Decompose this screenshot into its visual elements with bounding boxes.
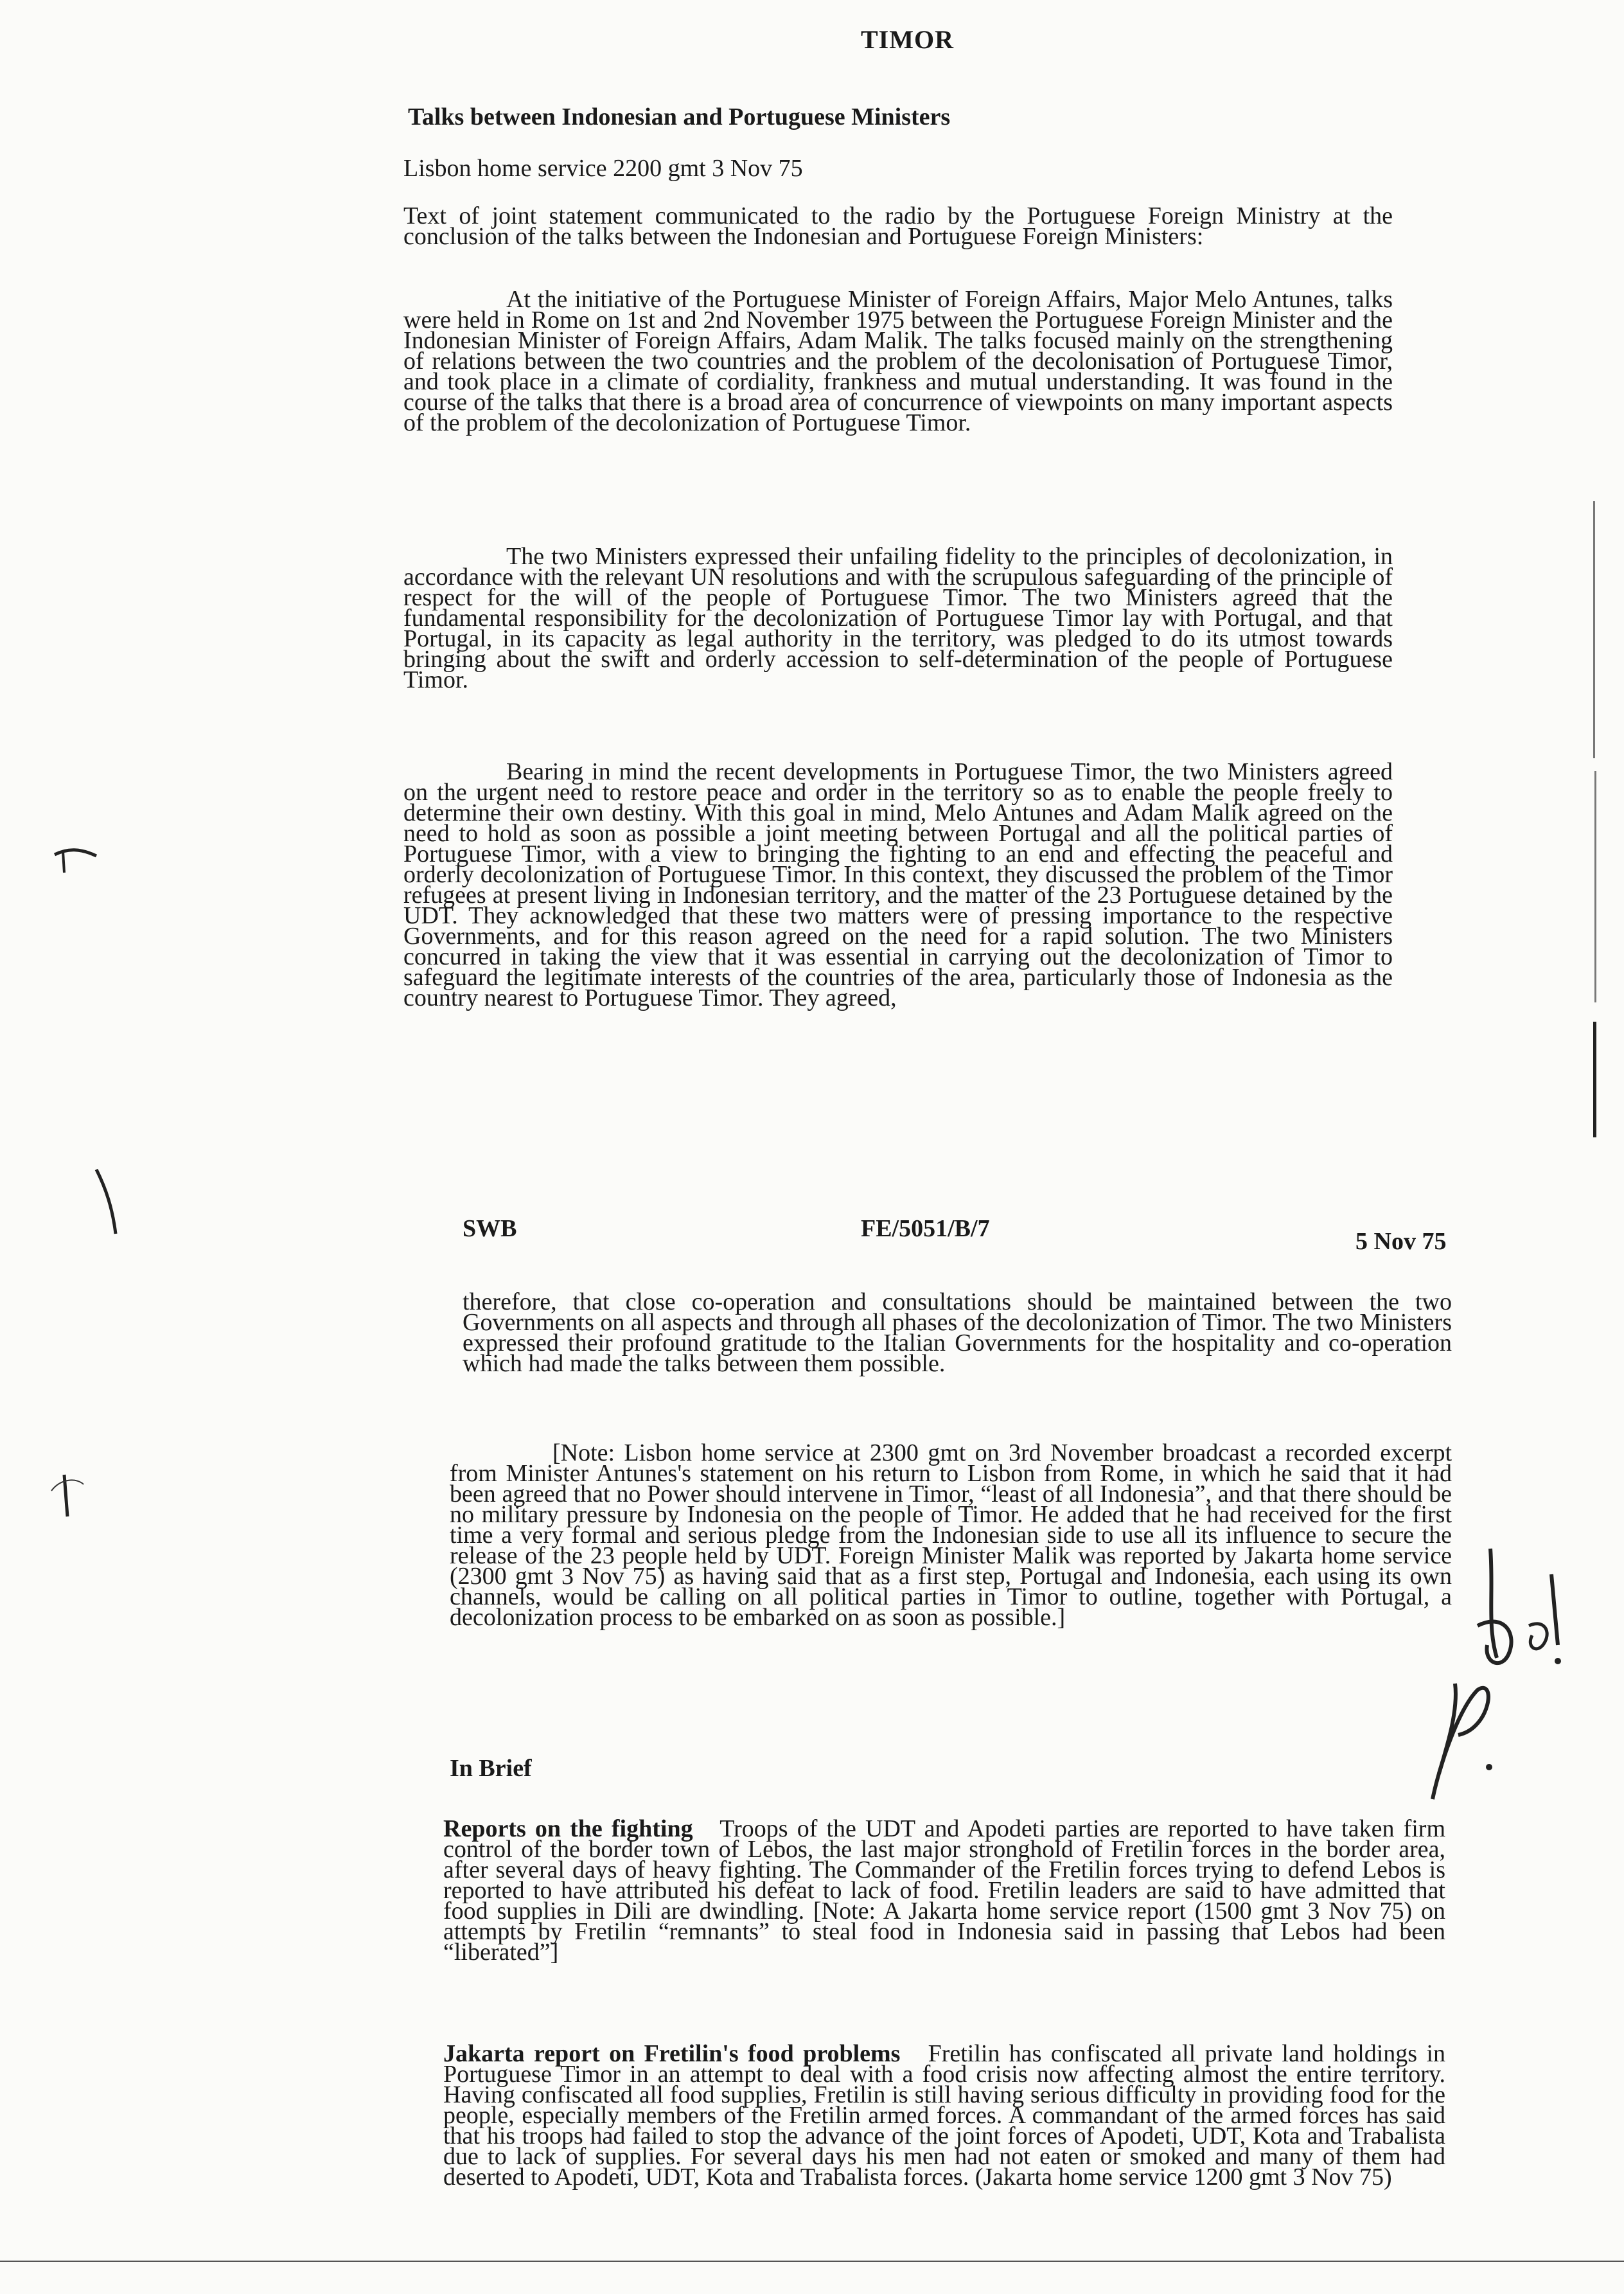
note-paragraph: [Note: Lisbon home service at 2300 gmt on 3rd November broadcast a recorded excerpt from Minister Antunes's statement on his return to Lisbon from Rome, in which he said that it had been agreed that no Power should intervene in Timor, “least of all Indonesia”, and that there should be no military pressure by Indonesia on the people of Timor. He added that he had received for the first time a very formal and serious pledge from the Indonesian side to use all its influence to secure the release of the 23 people held by UDT. Foreign Minister Malik was reported by Jakarta home service (2300 gmt 3 Nov 75) as having said that as a first step, Portugal and Indonesia, each using its own channels, would be calling on all political parties in Timor to outline, together with Portugal, a decolonization process to be embarked on as soon as possible.] [450,1439,1452,1631]
headline: Talks between Indonesian and Portuguese Ministers [408,103,951,130]
paragraph-4: therefore, that close co-operation and consultations should be maintained between the two Governments on all aspects and through all phases of the decolonization of Timor. The two Ministers expressed their profound gratitude to the Italian Governments for the hospitality and co-operation which had made the talks between them possible. [463,1288,1452,1377]
bottom-edge-rule [0,2261,1624,2262]
margin-arrow-mark [51,842,103,880]
page-ref-left: SWB [463,1215,517,1242]
brief-item-fighting [443,1815,1445,1966]
paragraph-1: At the initiative of the Portuguese Minister of Foreign Affairs, Major Melo Antunes, talks were held in Rome on 1st and 2nd November 1975 between the Portuguese Foreign Minister and the Indonesian Minister of Foreign Affairs, Adam Malik. The talks focused mainly on the strengthening of relations between the two countries and the problem of the decolonisation of Portuguese Timor, and took place in a climate of cordiality, frankness and mutual understanding. It was found in the course of the talks that there is a broad area of concurrence of viewpoints on many important aspects of the problem of the decolonization of Portuguese Timor. [403,286,1393,436]
in-brief-heading: In Brief [450,1755,532,1782]
paragraph-3: Bearing in mind the recent developments in Portuguese Timor, the two Ministers agreed on the urgent need to restore peace and order in the territory so as to enable the people freely to determine their own destiny. With this goal in mind, Melo Antunes and Adam Malik agreed on the need to hold as soon as possible a joint meeting between Portugal and all the political parties of Portuguese Timor, with a view to bringing the fighting to an end and effecting the peaceful and orderly decolonization of Portuguese Timor. In this context, they discussed the problem of the Timor refugees at present living in Indonesian territory, and the matter of the 23 Portuguese detained by the UDT. They acknowledged that these two matters were of pressing importance to the respective Governments, and for this reason agreed on the need for a rapid solution. The two Ministers concurred in taking the view that it was essential in carrying out the decolonization of Timor to safeguard the legitimate interests of the countries of the area, particularly those of Indonesia as the country nearest to Portuguese Timor. They agreed, [403,758,1393,1011]
brief-item-food-title: Jakarta report on Fretilin's food problems [443,2040,901,2067]
right-margin-line-2 [1594,771,1596,1002]
source-line: Lisbon home service 2200 gmt 3 Nov 75 [403,155,803,182]
right-margin-line-3 [1593,1022,1596,1137]
intro-paragraph: Text of joint statement communicated to the radio by the Portuguese Foreign Ministry at the conclusion of the talks between the Indonesian and Portuguese Foreign Ministers: [403,202,1393,250]
brief-item-food [443,2040,1446,2191]
brief-item-fighting-text: Troops of the UDT and Apodeti parties are reported to have taken firm control of the border town of Lebos, the last major stronghold of Fretilin forces in the border area, after several days of heavy fighting. The Commander of the Fretilin forces trying to defend Lebos is reported to have attributed his defeat to lack of food. Fretilin leaders are said to have admitted that food supplies in Dili are dwindling. [Note: A Jakarta home service report (1500 gmt 3 Nov 75) on attempts by Fretilin “remnants” to steal food in Indonesia said in passing that Lebos had been “liberated”] [443,1815,1445,1966]
margin-bracket-mark [39,1465,90,1523]
handwritten-annotation [1413,1497,1567,1831]
brief-item-food-text: Fretilin has confiscated all private land holdings in Portuguese Timor in an attempt to deal with a food crisis now affecting almost the entire territory. Having confiscated all food supplies, Fretilin is still having serious difficulty in providing food for the people, especially members of the Fretilin armed forces. A commandant of the armed forces has said that his troops had failed to stop the advance of the joint forces of Apodeti, UDT, Kota and Trabalista due to lack of supplies. For several days his men had not eaten or smoked and many of them had deserted to Apodeti, UDT, Kota and Trabalista forces. (Jakarta home service 1200 gmt 3 Nov 75) [443,2040,1446,2191]
page-ref-right: 5 Nov 75 [1355,1228,1447,1255]
brief-item-fighting-title: Reports on the fighting [443,1815,693,1842]
page-ref-center: FE/5051/B/7 [861,1215,990,1242]
right-margin-line-1 [1593,501,1595,758]
margin-stroke-mark [90,1163,128,1240]
paragraph-2: The two Ministers expressed their unfailing fidelity to the principles of decolonization, in accordance with the relevant UN resolutions and with the scrupulous safeguarding of the principle of respect for the will of the people of Portuguese Timor. The two Ministers agreed that the fundamental responsibility for the decolonization of Portuguese Timor lay with Portugal, and that Portugal, in its capacity as legal authority in the territory, was pledged to do its utmost towards bringing about the swift and orderly accession to self-determination of the people of Portuguese Timor. [403,543,1393,693]
section-title: TIMOR [861,25,954,54]
